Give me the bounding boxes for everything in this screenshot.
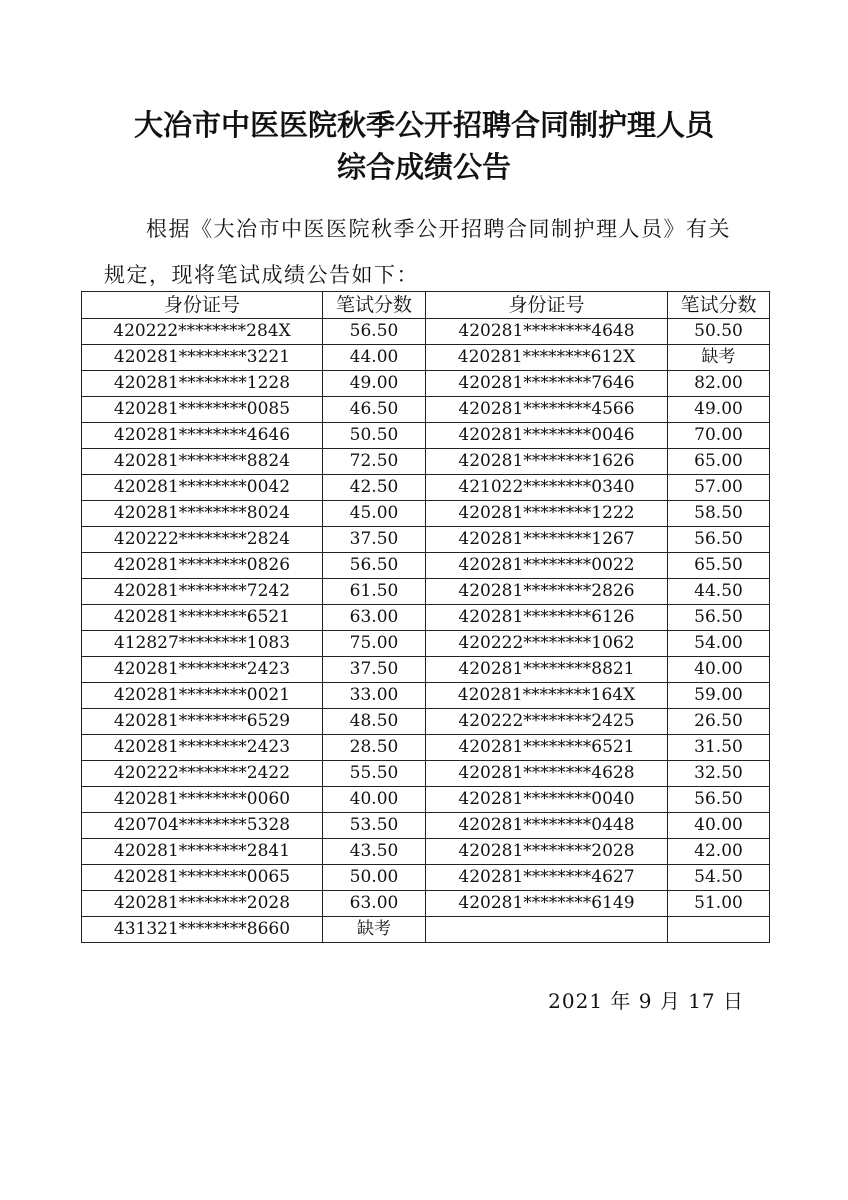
intro-paragraph-line-2: 规定，现将笔试成绩公告如下： [104,263,419,287]
announcement-date: 2021 年 9 月 17 日 [548,989,744,1013]
id-number-cell: 421022********0340 [426,475,668,501]
score-cell: 50.50 [323,423,426,449]
id-number-cell: 420281********4646 [82,423,323,449]
table-row [82,319,770,345]
score-cell: 42.50 [323,475,426,501]
table-row [82,527,770,553]
table-row [82,813,770,839]
header-id-number: 身份证号 [426,292,668,319]
table-row [82,735,770,761]
id-number-cell: 420281********0021 [82,683,323,709]
id-number-cell: 420281********6126 [426,605,668,631]
id-number-cell: 420281********8024 [82,501,323,527]
header-written-score: 笔试分数 [668,292,770,319]
score-cell: 53.50 [323,813,426,839]
score-cell: 63.00 [323,605,426,631]
id-number-cell: 420281********2826 [426,579,668,605]
score-cell: 缺考 [668,345,770,371]
table-row [82,371,770,397]
table-row [82,683,770,709]
id-number-cell: 412827********1083 [82,631,323,657]
id-number-cell: 420281********164X [426,683,668,709]
score-cell: 57.00 [668,475,770,501]
score-cell: 37.50 [323,527,426,553]
intro-paragraph-line-1: 根据《大冶市中医医院秋季公开招聘合同制护理人员》有关 [146,217,731,241]
score-cell: 48.50 [323,709,426,735]
id-number-cell: 420281********0448 [426,813,668,839]
id-number-cell: 420281********4628 [426,761,668,787]
score-cell: 45.00 [323,501,426,527]
score-cell: 56.50 [323,553,426,579]
score-cell: 44.00 [323,345,426,371]
id-number-cell: 420281********4627 [426,865,668,891]
id-number-cell: 420222********2422 [82,761,323,787]
id-number-cell: 420281********3221 [82,345,323,371]
score-cell: 82.00 [668,371,770,397]
score-cell: 43.50 [323,839,426,865]
table-body [82,319,770,943]
score-cell: 56.50 [668,605,770,631]
id-number-cell: 420281********0060 [82,787,323,813]
id-number-cell: 420281********2028 [82,891,323,917]
table-header-row [82,292,770,319]
table-row [82,579,770,605]
id-number-cell: 420281********0065 [82,865,323,891]
id-number-cell: 420281********0042 [82,475,323,501]
id-number-cell: 420222********284X [82,319,323,345]
id-number-cell: 420281********0022 [426,553,668,579]
score-cell: 49.00 [668,397,770,423]
score-cell: 61.50 [323,579,426,605]
id-number-cell: 420281********1222 [426,501,668,527]
score-cell: 65.50 [668,553,770,579]
id-number-cell: 420281********8821 [426,657,668,683]
score-cell: 26.50 [668,709,770,735]
id-number-cell: 420281********6521 [426,735,668,761]
table-row [82,761,770,787]
id-number-cell: 420281********612X [426,345,668,371]
id-number-cell: 420281********0046 [426,423,668,449]
score-cell: 59.00 [668,683,770,709]
score-cell: 缺考 [323,917,426,943]
id-number-cell: 420222********2824 [82,527,323,553]
id-number-cell: 420281********2423 [82,735,323,761]
table-row [82,345,770,371]
table-row [82,865,770,891]
id-number-cell: 420281********1267 [426,527,668,553]
id-number-cell [426,917,668,943]
score-cell: 51.00 [668,891,770,917]
table-row [82,839,770,865]
id-number-cell: 420222********1062 [426,631,668,657]
id-number-cell: 420281********0826 [82,553,323,579]
id-number-cell: 420281********0040 [426,787,668,813]
table-row [82,605,770,631]
score-cell: 46.50 [323,397,426,423]
score-cell: 56.50 [668,787,770,813]
id-number-cell: 420281********8824 [82,449,323,475]
table-row [82,657,770,683]
header-id-number: 身份证号 [82,292,323,319]
score-cell: 37.50 [323,657,426,683]
score-cell: 55.50 [323,761,426,787]
score-cell: 50.00 [323,865,426,891]
document-title-line-2: 综合成绩公告 [336,150,511,184]
id-number-cell: 431321********8660 [82,917,323,943]
id-number-cell: 420281********2028 [426,839,668,865]
score-cell: 40.00 [323,787,426,813]
id-number-cell: 420222********2425 [426,709,668,735]
id-number-cell: 420281********0085 [82,397,323,423]
id-number-cell: 420281********6529 [82,709,323,735]
score-cell: 31.50 [668,735,770,761]
table-row [82,553,770,579]
table-row [82,501,770,527]
id-number-cell: 420281********1228 [82,371,323,397]
score-cell: 56.50 [668,527,770,553]
score-cell: 32.50 [668,761,770,787]
table-row [82,397,770,423]
id-number-cell: 420281********4566 [426,397,668,423]
id-number-cell: 420281********4648 [426,319,668,345]
score-cell: 28.50 [323,735,426,761]
table-row [82,631,770,657]
table-row [82,709,770,735]
table-row [82,423,770,449]
score-cell: 56.50 [323,319,426,345]
score-cell: 75.00 [323,631,426,657]
score-cell: 54.50 [668,865,770,891]
id-number-cell: 420281********7242 [82,579,323,605]
score-cell: 72.50 [323,449,426,475]
id-number-cell: 420281********1626 [426,449,668,475]
document-title-line-1: 大冶市中医医院秋季公开招聘合同制护理人员 [133,108,714,142]
id-number-cell: 420281********6149 [426,891,668,917]
table-row [82,475,770,501]
table-row [82,787,770,813]
score-cell: 54.00 [668,631,770,657]
id-number-cell: 420281********7646 [426,371,668,397]
score-cell: 65.00 [668,449,770,475]
score-cell [668,917,770,943]
score-cell: 40.00 [668,657,770,683]
score-cell: 63.00 [323,891,426,917]
score-cell: 49.00 [323,371,426,397]
id-number-cell: 420281********6521 [82,605,323,631]
table-row [82,891,770,917]
header-written-score: 笔试分数 [323,292,426,319]
score-cell: 50.50 [668,319,770,345]
id-number-cell: 420281********2423 [82,657,323,683]
id-number-cell: 420704********5328 [82,813,323,839]
score-cell: 40.00 [668,813,770,839]
id-number-cell: 420281********2841 [82,839,323,865]
score-cell: 58.50 [668,501,770,527]
score-cell: 70.00 [668,423,770,449]
score-cell: 42.00 [668,839,770,865]
score-table [81,291,770,943]
score-cell: 44.50 [668,579,770,605]
table-row [82,917,770,943]
table-row [82,449,770,475]
score-cell: 33.00 [323,683,426,709]
